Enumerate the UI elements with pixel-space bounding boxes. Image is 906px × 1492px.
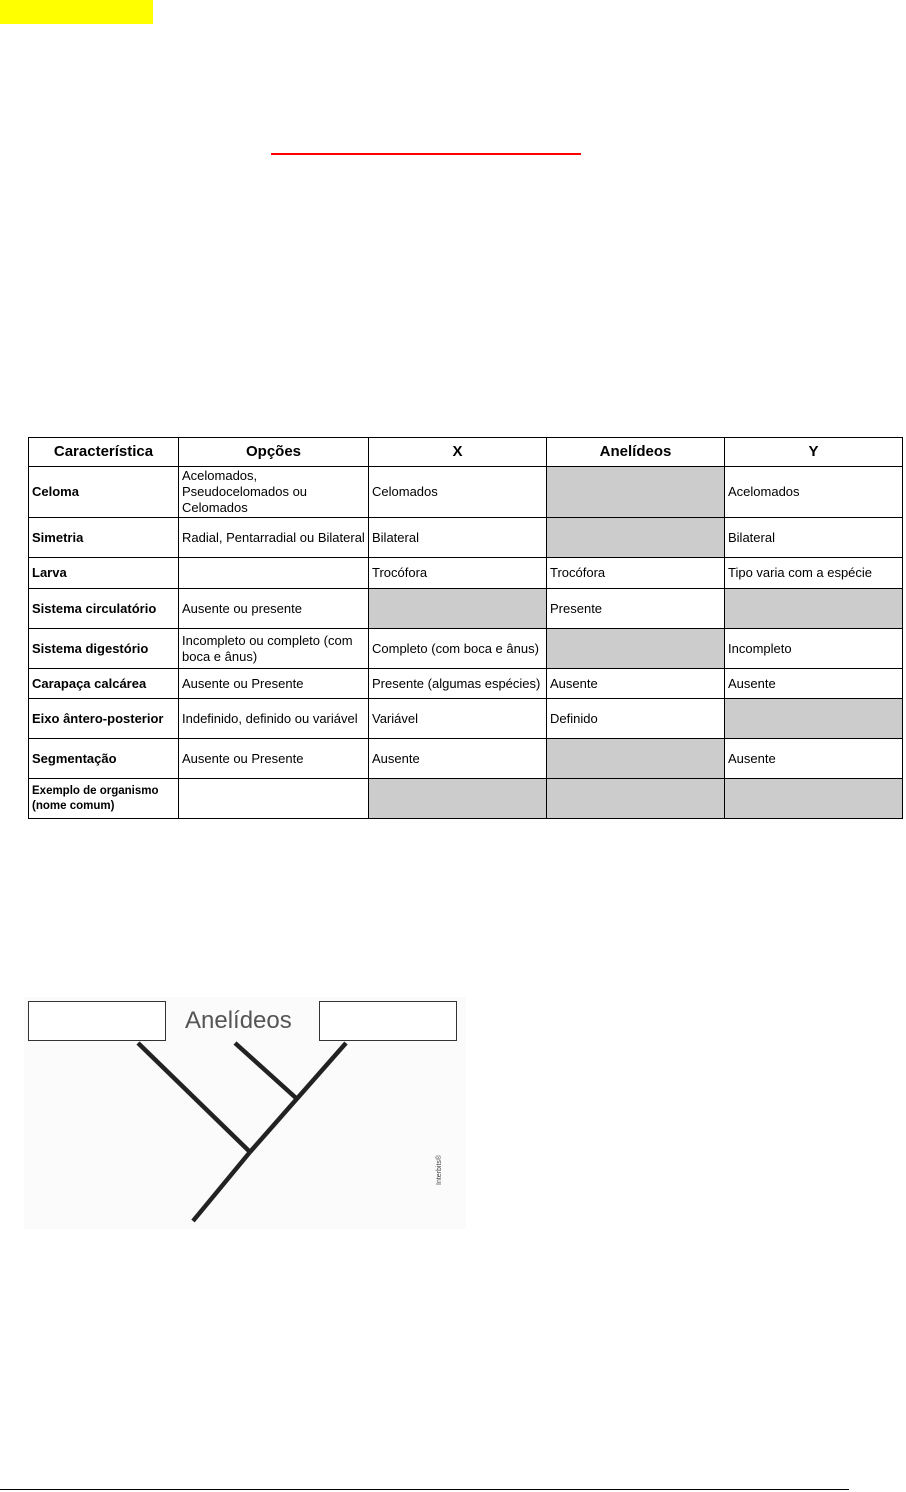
cell-anelideos: Definido bbox=[547, 699, 725, 739]
cell-options bbox=[179, 779, 369, 819]
cell-anelideos: Ausente bbox=[547, 669, 725, 699]
answer-box-left[interactable] bbox=[28, 1001, 166, 1041]
table-row bbox=[29, 779, 903, 819]
cell-y: Ausente bbox=[725, 669, 903, 699]
cell-y bbox=[725, 589, 903, 629]
table-row bbox=[29, 589, 903, 629]
cell-options: Ausente ou Presente bbox=[179, 739, 369, 779]
row-label: Celoma bbox=[29, 467, 179, 518]
cell-y: Bilateral bbox=[725, 518, 903, 558]
cladogram-branch-inner bbox=[250, 1043, 346, 1152]
cell-x: Trocófora bbox=[369, 558, 547, 589]
cell-x: Ausente bbox=[369, 739, 547, 779]
row-label: Segmentação bbox=[29, 739, 179, 779]
table-row bbox=[29, 518, 903, 558]
cell-options: Incompleto ou completo (com boca e ânus) bbox=[179, 629, 369, 669]
row-label: Simetria bbox=[29, 518, 179, 558]
answer-box-right[interactable] bbox=[319, 1001, 457, 1041]
table-row bbox=[29, 739, 903, 779]
cell-x: Bilateral bbox=[369, 518, 547, 558]
cell-x bbox=[369, 779, 547, 819]
cell-options: Radial, Pentarradial ou Bilateral bbox=[179, 518, 369, 558]
row-label: Carapaça calcárea bbox=[29, 669, 179, 699]
cell-options: Ausente ou Presente bbox=[179, 669, 369, 699]
row-label: Sistema circulatório bbox=[29, 589, 179, 629]
table-row bbox=[29, 629, 903, 669]
cell-x: Completo (com boca e ânus) bbox=[369, 629, 547, 669]
characteristics-table bbox=[28, 437, 903, 819]
table-row bbox=[29, 558, 903, 589]
cell-anelideos bbox=[547, 518, 725, 558]
cell-options: Indefinido, definido ou variável bbox=[179, 699, 369, 739]
row-label: Sistema digestório bbox=[29, 629, 179, 669]
row-label: Larva bbox=[29, 558, 179, 589]
cell-y: Acelomados bbox=[725, 467, 903, 518]
header-opcoes: Opções bbox=[179, 438, 369, 467]
table-row bbox=[29, 699, 903, 739]
row-label: Exemplo de organismo (nome comum) bbox=[29, 779, 179, 819]
cell-options bbox=[179, 558, 369, 589]
cell-x: Celomados bbox=[369, 467, 547, 518]
cell-y: Ausente bbox=[725, 739, 903, 779]
cladogram-branch-annelids bbox=[235, 1043, 296, 1098]
yellow-highlight-block bbox=[0, 0, 153, 24]
header-anelideos: Anelídeos bbox=[547, 438, 725, 467]
red-underline-rule bbox=[271, 153, 581, 155]
cell-anelideos bbox=[547, 779, 725, 819]
table-row bbox=[29, 467, 903, 518]
cell-x bbox=[369, 589, 547, 629]
cell-options: Acelomados, Pseudocelomados ou Celomados bbox=[179, 467, 369, 518]
cell-anelideos bbox=[547, 629, 725, 669]
cell-anelideos bbox=[547, 467, 725, 518]
cladogram-figure bbox=[24, 997, 466, 1229]
cell-y bbox=[725, 699, 903, 739]
cladogram-branch-left bbox=[138, 1043, 250, 1152]
header-caracteristica: Característica bbox=[29, 438, 179, 467]
cell-anelideos: Presente bbox=[547, 589, 725, 629]
cladogram-label-anelideos: Anelídeos bbox=[185, 1007, 292, 1034]
cladogram-trunk bbox=[193, 1152, 250, 1221]
row-label: Eixo ântero-posterior bbox=[29, 699, 179, 739]
header-y: Y bbox=[725, 438, 903, 467]
table-row bbox=[29, 669, 903, 699]
cell-y: Tipo varia com a espécie bbox=[725, 558, 903, 589]
cell-x: Variável bbox=[369, 699, 547, 739]
cell-anelideos: Trocófora bbox=[547, 558, 725, 589]
table-header-row bbox=[29, 438, 903, 467]
cell-x: Presente (algumas espécies) bbox=[369, 669, 547, 699]
cell-options: Ausente ou presente bbox=[179, 589, 369, 629]
footer-rule bbox=[0, 1489, 849, 1490]
cell-anelideos bbox=[547, 739, 725, 779]
cell-y bbox=[725, 779, 903, 819]
image-credit: Interbits® bbox=[436, 1154, 443, 1185]
header-x: X bbox=[369, 438, 547, 467]
cell-y: Incompleto bbox=[725, 629, 903, 669]
